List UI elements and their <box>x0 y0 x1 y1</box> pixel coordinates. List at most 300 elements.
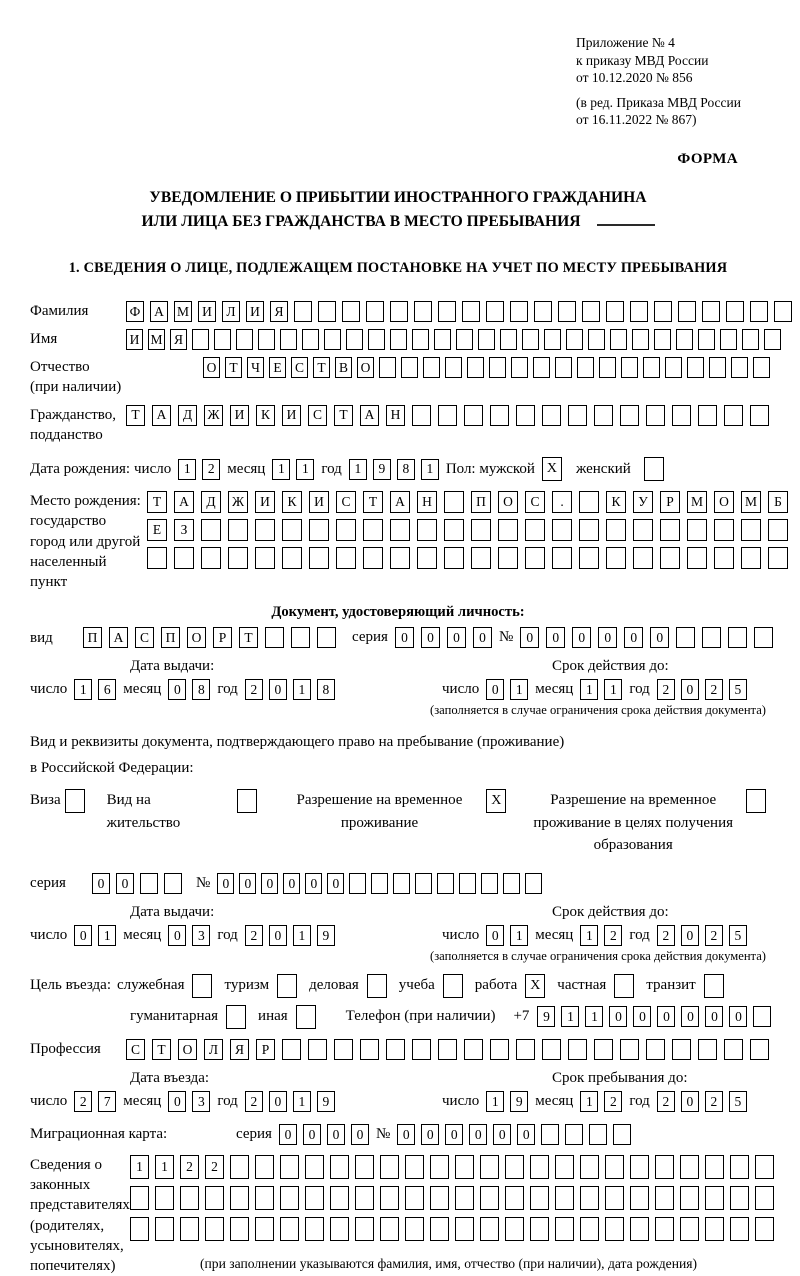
char-box[interactable] <box>565 1124 583 1145</box>
char-box[interactable]: 1 <box>510 679 528 700</box>
char-box[interactable] <box>755 1217 774 1241</box>
char-box[interactable] <box>579 519 599 541</box>
char-box[interactable] <box>282 547 302 569</box>
purpose-commercial-checkbox[interactable] <box>367 974 387 998</box>
char-box[interactable] <box>705 1186 724 1210</box>
char-box[interactable]: А <box>150 301 168 322</box>
char-box[interactable]: 3 <box>192 925 210 946</box>
char-box[interactable]: 5 <box>729 679 747 700</box>
char-box[interactable] <box>621 357 638 378</box>
char-box[interactable]: 2 <box>657 1091 675 1112</box>
char-box[interactable] <box>415 873 432 894</box>
char-box[interactable]: 0 <box>520 627 539 648</box>
char-box[interactable] <box>568 405 587 426</box>
char-box[interactable] <box>753 1006 771 1027</box>
char-box[interactable]: Е <box>269 357 286 378</box>
char-box[interactable]: 2 <box>705 1091 723 1112</box>
char-box[interactable] <box>265 627 284 648</box>
char-box[interactable]: 0 <box>447 627 466 648</box>
char-box[interactable] <box>680 1186 699 1210</box>
char-box[interactable] <box>620 1039 639 1060</box>
char-box[interactable]: 2 <box>705 679 723 700</box>
char-box[interactable]: К <box>256 405 275 426</box>
char-box[interactable]: 2 <box>74 1091 92 1112</box>
char-box[interactable] <box>438 1039 457 1060</box>
char-box[interactable] <box>180 1217 199 1241</box>
char-box[interactable] <box>705 1217 724 1241</box>
char-box[interactable] <box>330 1217 349 1241</box>
char-box[interactable] <box>750 405 769 426</box>
char-box[interactable]: Я <box>230 1039 249 1060</box>
char-box[interactable] <box>258 329 275 350</box>
char-box[interactable]: 1 <box>486 1091 504 1112</box>
char-box[interactable] <box>282 519 302 541</box>
char-box[interactable] <box>589 1124 607 1145</box>
char-box[interactable] <box>680 1217 699 1241</box>
char-box[interactable] <box>498 547 518 569</box>
char-box[interactable]: 0 <box>217 873 234 894</box>
char-box[interactable] <box>742 329 759 350</box>
char-box[interactable] <box>534 301 552 322</box>
char-box[interactable] <box>678 301 696 322</box>
char-box[interactable] <box>555 357 572 378</box>
char-box[interactable] <box>456 329 473 350</box>
char-box[interactable] <box>643 357 660 378</box>
char-box[interactable] <box>714 519 734 541</box>
char-box[interactable] <box>555 1217 574 1241</box>
char-box[interactable] <box>525 519 545 541</box>
char-box[interactable] <box>412 329 429 350</box>
char-box[interactable]: 2 <box>205 1155 224 1179</box>
char-box[interactable]: З <box>174 519 194 541</box>
char-box[interactable] <box>444 519 464 541</box>
char-box[interactable] <box>390 329 407 350</box>
char-box[interactable] <box>630 301 648 322</box>
char-box[interactable] <box>302 329 319 350</box>
char-box[interactable] <box>405 1186 424 1210</box>
char-box[interactable] <box>405 1155 424 1179</box>
char-box[interactable] <box>702 627 721 648</box>
char-box[interactable] <box>291 627 310 648</box>
char-box[interactable] <box>471 519 491 541</box>
char-box[interactable]: А <box>390 491 410 513</box>
char-box[interactable] <box>525 873 542 894</box>
char-box[interactable] <box>405 1217 424 1241</box>
residence-permit-checkbox[interactable] <box>237 789 257 813</box>
char-box[interactable]: 1 <box>155 1155 174 1179</box>
char-box[interactable]: 2 <box>604 1091 622 1112</box>
char-box[interactable]: 1 <box>98 925 116 946</box>
char-box[interactable] <box>147 547 167 569</box>
char-box[interactable] <box>164 873 182 894</box>
char-box[interactable] <box>214 329 231 350</box>
char-box[interactable]: Н <box>417 491 437 513</box>
char-box[interactable]: Д <box>178 405 197 426</box>
char-box[interactable]: 9 <box>510 1091 528 1112</box>
char-box[interactable] <box>655 1217 674 1241</box>
char-box[interactable]: 1 <box>561 1006 579 1027</box>
char-box[interactable] <box>552 519 572 541</box>
char-box[interactable] <box>355 1186 374 1210</box>
char-box[interactable] <box>380 1186 399 1210</box>
char-box[interactable]: 0 <box>681 1091 699 1112</box>
char-box[interactable] <box>555 1186 574 1210</box>
char-box[interactable] <box>511 357 528 378</box>
char-box[interactable] <box>606 519 626 541</box>
char-box[interactable] <box>530 1186 549 1210</box>
char-box[interactable]: 0 <box>633 1006 651 1027</box>
char-box[interactable] <box>755 1186 774 1210</box>
char-box[interactable]: 1 <box>585 1006 603 1027</box>
char-box[interactable]: Я <box>270 301 288 322</box>
char-box[interactable] <box>588 329 605 350</box>
char-box[interactable] <box>605 1217 624 1241</box>
char-box[interactable]: 0 <box>598 627 617 648</box>
purpose-private-checkbox[interactable] <box>614 974 634 998</box>
char-box[interactable] <box>753 357 770 378</box>
char-box[interactable]: 0 <box>609 1006 627 1027</box>
char-box[interactable] <box>594 405 613 426</box>
char-box[interactable]: 0 <box>650 627 669 648</box>
char-box[interactable] <box>552 547 572 569</box>
char-box[interactable]: 0 <box>261 873 278 894</box>
char-box[interactable] <box>309 547 329 569</box>
char-box[interactable]: 0 <box>657 1006 675 1027</box>
char-box[interactable]: Т <box>147 491 167 513</box>
char-box[interactable] <box>579 491 599 513</box>
char-box[interactable] <box>646 1039 665 1060</box>
char-box[interactable]: 0 <box>269 925 287 946</box>
char-box[interactable]: 0 <box>681 925 699 946</box>
char-box[interactable] <box>324 329 341 350</box>
char-box[interactable] <box>579 547 599 569</box>
char-box[interactable] <box>205 1217 224 1241</box>
char-box[interactable]: 1 <box>421 459 439 480</box>
char-box[interactable]: 0 <box>283 873 300 894</box>
char-box[interactable] <box>606 301 624 322</box>
char-box[interactable]: 7 <box>98 1091 116 1112</box>
char-box[interactable] <box>606 547 626 569</box>
char-box[interactable] <box>505 1217 524 1241</box>
char-box[interactable] <box>480 1217 499 1241</box>
char-box[interactable] <box>336 547 356 569</box>
char-box[interactable] <box>438 301 456 322</box>
char-box[interactable]: О <box>203 357 220 378</box>
purpose-transit-checkbox[interactable] <box>704 974 724 998</box>
char-box[interactable] <box>480 1186 499 1210</box>
char-box[interactable] <box>255 1217 274 1241</box>
char-box[interactable] <box>720 329 737 350</box>
char-box[interactable]: Р <box>660 491 680 513</box>
char-box[interactable]: 0 <box>445 1124 463 1145</box>
char-box[interactable] <box>728 627 747 648</box>
char-box[interactable] <box>724 1039 743 1060</box>
char-box[interactable]: 0 <box>546 627 565 648</box>
char-box[interactable]: Т <box>334 405 353 426</box>
char-box[interactable] <box>505 1155 524 1179</box>
char-box[interactable]: 0 <box>279 1124 297 1145</box>
char-box[interactable]: 9 <box>317 1091 335 1112</box>
char-box[interactable]: 0 <box>486 679 504 700</box>
char-box[interactable] <box>412 405 431 426</box>
char-box[interactable] <box>542 405 561 426</box>
char-box[interactable]: 0 <box>681 679 699 700</box>
char-box[interactable]: 5 <box>729 925 747 946</box>
char-box[interactable]: С <box>525 491 545 513</box>
char-box[interactable] <box>393 873 410 894</box>
char-box[interactable] <box>255 1186 274 1210</box>
char-box[interactable] <box>471 547 491 569</box>
char-box[interactable]: А <box>109 627 128 648</box>
char-box[interactable]: М <box>148 329 165 350</box>
char-box[interactable]: 0 <box>493 1124 511 1145</box>
char-box[interactable] <box>530 1155 549 1179</box>
char-box[interactable] <box>438 405 457 426</box>
char-box[interactable] <box>774 301 792 322</box>
char-box[interactable] <box>498 519 518 541</box>
char-box[interactable]: 0 <box>239 873 256 894</box>
char-box[interactable] <box>192 329 209 350</box>
char-box[interactable]: 0 <box>572 627 591 648</box>
char-box[interactable] <box>646 405 665 426</box>
char-box[interactable]: Р <box>256 1039 275 1060</box>
char-box[interactable] <box>201 547 221 569</box>
char-box[interactable]: 9 <box>537 1006 555 1027</box>
char-box[interactable] <box>478 329 495 350</box>
char-box[interactable]: 1 <box>293 679 311 700</box>
char-box[interactable] <box>730 1155 749 1179</box>
char-box[interactable] <box>282 1039 301 1060</box>
char-box[interactable] <box>500 329 517 350</box>
char-box[interactable]: 1 <box>349 459 367 480</box>
char-box[interactable]: А <box>174 491 194 513</box>
char-box[interactable] <box>462 301 480 322</box>
char-box[interactable] <box>230 1217 249 1241</box>
char-box[interactable]: 0 <box>421 627 440 648</box>
char-box[interactable] <box>430 1186 449 1210</box>
char-box[interactable] <box>582 301 600 322</box>
char-box[interactable] <box>255 547 275 569</box>
char-box[interactable]: 9 <box>317 925 335 946</box>
char-box[interactable] <box>174 547 194 569</box>
char-box[interactable] <box>236 329 253 350</box>
char-box[interactable] <box>724 405 743 426</box>
char-box[interactable] <box>555 1155 574 1179</box>
char-box[interactable] <box>464 1039 483 1060</box>
char-box[interactable] <box>349 873 366 894</box>
char-box[interactable] <box>412 1039 431 1060</box>
char-box[interactable] <box>280 1155 299 1179</box>
char-box[interactable]: Е <box>147 519 167 541</box>
char-box[interactable]: 0 <box>397 1124 415 1145</box>
char-box[interactable]: Я <box>170 329 187 350</box>
char-box[interactable] <box>390 547 410 569</box>
char-box[interactable]: С <box>291 357 308 378</box>
char-box[interactable] <box>490 405 509 426</box>
char-box[interactable] <box>414 301 432 322</box>
char-box[interactable] <box>741 519 761 541</box>
char-box[interactable]: И <box>246 301 264 322</box>
char-box[interactable]: 0 <box>705 1006 723 1027</box>
char-box[interactable]: Д <box>201 491 221 513</box>
char-box[interactable]: 0 <box>486 925 504 946</box>
char-box[interactable] <box>730 1186 749 1210</box>
char-box[interactable] <box>676 627 695 648</box>
char-box[interactable]: А <box>152 405 171 426</box>
char-box[interactable] <box>228 547 248 569</box>
char-box[interactable]: 2 <box>604 925 622 946</box>
char-box[interactable] <box>558 301 576 322</box>
char-box[interactable] <box>580 1217 599 1241</box>
char-box[interactable]: 1 <box>293 925 311 946</box>
char-box[interactable]: С <box>135 627 154 648</box>
char-box[interactable] <box>309 519 329 541</box>
char-box[interactable] <box>368 329 385 350</box>
char-box[interactable] <box>566 329 583 350</box>
char-box[interactable]: Ч <box>247 357 264 378</box>
char-box[interactable] <box>726 301 744 322</box>
char-box[interactable]: 0 <box>395 627 414 648</box>
char-box[interactable]: Т <box>152 1039 171 1060</box>
char-box[interactable] <box>255 519 275 541</box>
sex-female-checkbox[interactable] <box>644 457 664 481</box>
char-box[interactable] <box>730 1217 749 1241</box>
char-box[interactable] <box>140 873 158 894</box>
char-box[interactable] <box>516 1039 535 1060</box>
char-box[interactable] <box>687 547 707 569</box>
char-box[interactable] <box>654 329 671 350</box>
char-box[interactable]: 2 <box>180 1155 199 1179</box>
char-box[interactable]: 0 <box>473 627 492 648</box>
char-box[interactable]: О <box>357 357 374 378</box>
char-box[interactable] <box>455 1155 474 1179</box>
char-box[interactable]: 0 <box>74 925 92 946</box>
char-box[interactable]: 0 <box>168 679 186 700</box>
char-box[interactable] <box>655 1186 674 1210</box>
temp-residence-checkbox[interactable]: X <box>486 789 506 813</box>
char-box[interactable] <box>280 329 297 350</box>
char-box[interactable] <box>510 301 528 322</box>
char-box[interactable] <box>459 873 476 894</box>
char-box[interactable] <box>633 519 653 541</box>
char-box[interactable] <box>705 1155 724 1179</box>
char-box[interactable]: 1 <box>580 1091 598 1112</box>
char-box[interactable] <box>541 1124 559 1145</box>
char-box[interactable] <box>672 405 691 426</box>
visa-checkbox[interactable] <box>65 789 85 813</box>
char-box[interactable]: С <box>336 491 356 513</box>
char-box[interactable]: 2 <box>705 925 723 946</box>
char-box[interactable]: 0 <box>269 679 287 700</box>
purpose-business-checkbox[interactable] <box>192 974 212 998</box>
purpose-humanitarian-checkbox[interactable] <box>226 1005 246 1029</box>
char-box[interactable] <box>750 1039 769 1060</box>
char-box[interactable]: Н <box>386 405 405 426</box>
char-box[interactable] <box>665 357 682 378</box>
char-box[interactable]: Т <box>126 405 145 426</box>
char-box[interactable] <box>580 1155 599 1179</box>
char-box[interactable]: Р <box>213 627 232 648</box>
char-box[interactable]: 8 <box>317 679 335 700</box>
char-box[interactable] <box>294 301 312 322</box>
char-box[interactable] <box>768 519 788 541</box>
char-box[interactable] <box>750 301 768 322</box>
char-box[interactable] <box>525 547 545 569</box>
char-box[interactable]: Т <box>363 491 383 513</box>
char-box[interactable]: П <box>471 491 491 513</box>
char-box[interactable] <box>318 301 336 322</box>
char-box[interactable]: 2 <box>657 679 675 700</box>
char-box[interactable]: 1 <box>178 459 196 480</box>
char-box[interactable]: П <box>161 627 180 648</box>
char-box[interactable] <box>445 357 462 378</box>
char-box[interactable] <box>605 1155 624 1179</box>
char-box[interactable]: 2 <box>245 1091 263 1112</box>
char-box[interactable]: Ж <box>204 405 223 426</box>
char-box[interactable] <box>709 357 726 378</box>
char-box[interactable] <box>568 1039 587 1060</box>
char-box[interactable] <box>455 1217 474 1241</box>
char-box[interactable]: М <box>174 301 192 322</box>
char-box[interactable] <box>698 1039 717 1060</box>
char-box[interactable]: 0 <box>92 873 110 894</box>
char-box[interactable] <box>130 1217 149 1241</box>
char-box[interactable] <box>430 1155 449 1179</box>
char-box[interactable]: 1 <box>296 459 314 480</box>
char-box[interactable]: А <box>360 405 379 426</box>
char-box[interactable]: О <box>498 491 518 513</box>
char-box[interactable] <box>330 1155 349 1179</box>
char-box[interactable]: И <box>255 491 275 513</box>
char-box[interactable]: 0 <box>351 1124 369 1145</box>
char-box[interactable]: С <box>126 1039 145 1060</box>
char-box[interactable]: 1 <box>604 679 622 700</box>
char-box[interactable] <box>542 1039 561 1060</box>
char-box[interactable] <box>230 1186 249 1210</box>
char-box[interactable]: М <box>741 491 761 513</box>
char-box[interactable]: 0 <box>517 1124 535 1145</box>
char-box[interactable] <box>305 1155 324 1179</box>
char-box[interactable]: И <box>282 405 301 426</box>
char-box[interactable] <box>655 1155 674 1179</box>
char-box[interactable]: 0 <box>269 1091 287 1112</box>
char-box[interactable]: 1 <box>510 925 528 946</box>
char-box[interactable] <box>363 547 383 569</box>
char-box[interactable] <box>731 357 748 378</box>
char-box[interactable] <box>355 1217 374 1241</box>
char-box[interactable]: 0 <box>116 873 134 894</box>
char-box[interactable]: 0 <box>305 873 322 894</box>
char-box[interactable] <box>577 357 594 378</box>
char-box[interactable] <box>401 357 418 378</box>
char-box[interactable] <box>605 1186 624 1210</box>
char-box[interactable] <box>437 873 454 894</box>
char-box[interactable] <box>371 873 388 894</box>
char-box[interactable] <box>386 1039 405 1060</box>
char-box[interactable] <box>613 1124 631 1145</box>
char-box[interactable] <box>355 1155 374 1179</box>
char-box[interactable]: . <box>552 491 572 513</box>
char-box[interactable] <box>610 329 627 350</box>
char-box[interactable] <box>390 519 410 541</box>
char-box[interactable] <box>660 547 680 569</box>
char-box[interactable] <box>698 405 717 426</box>
char-box[interactable] <box>330 1186 349 1210</box>
char-box[interactable] <box>630 1217 649 1241</box>
char-box[interactable]: Л <box>222 301 240 322</box>
char-box[interactable] <box>317 627 336 648</box>
char-box[interactable] <box>417 547 437 569</box>
